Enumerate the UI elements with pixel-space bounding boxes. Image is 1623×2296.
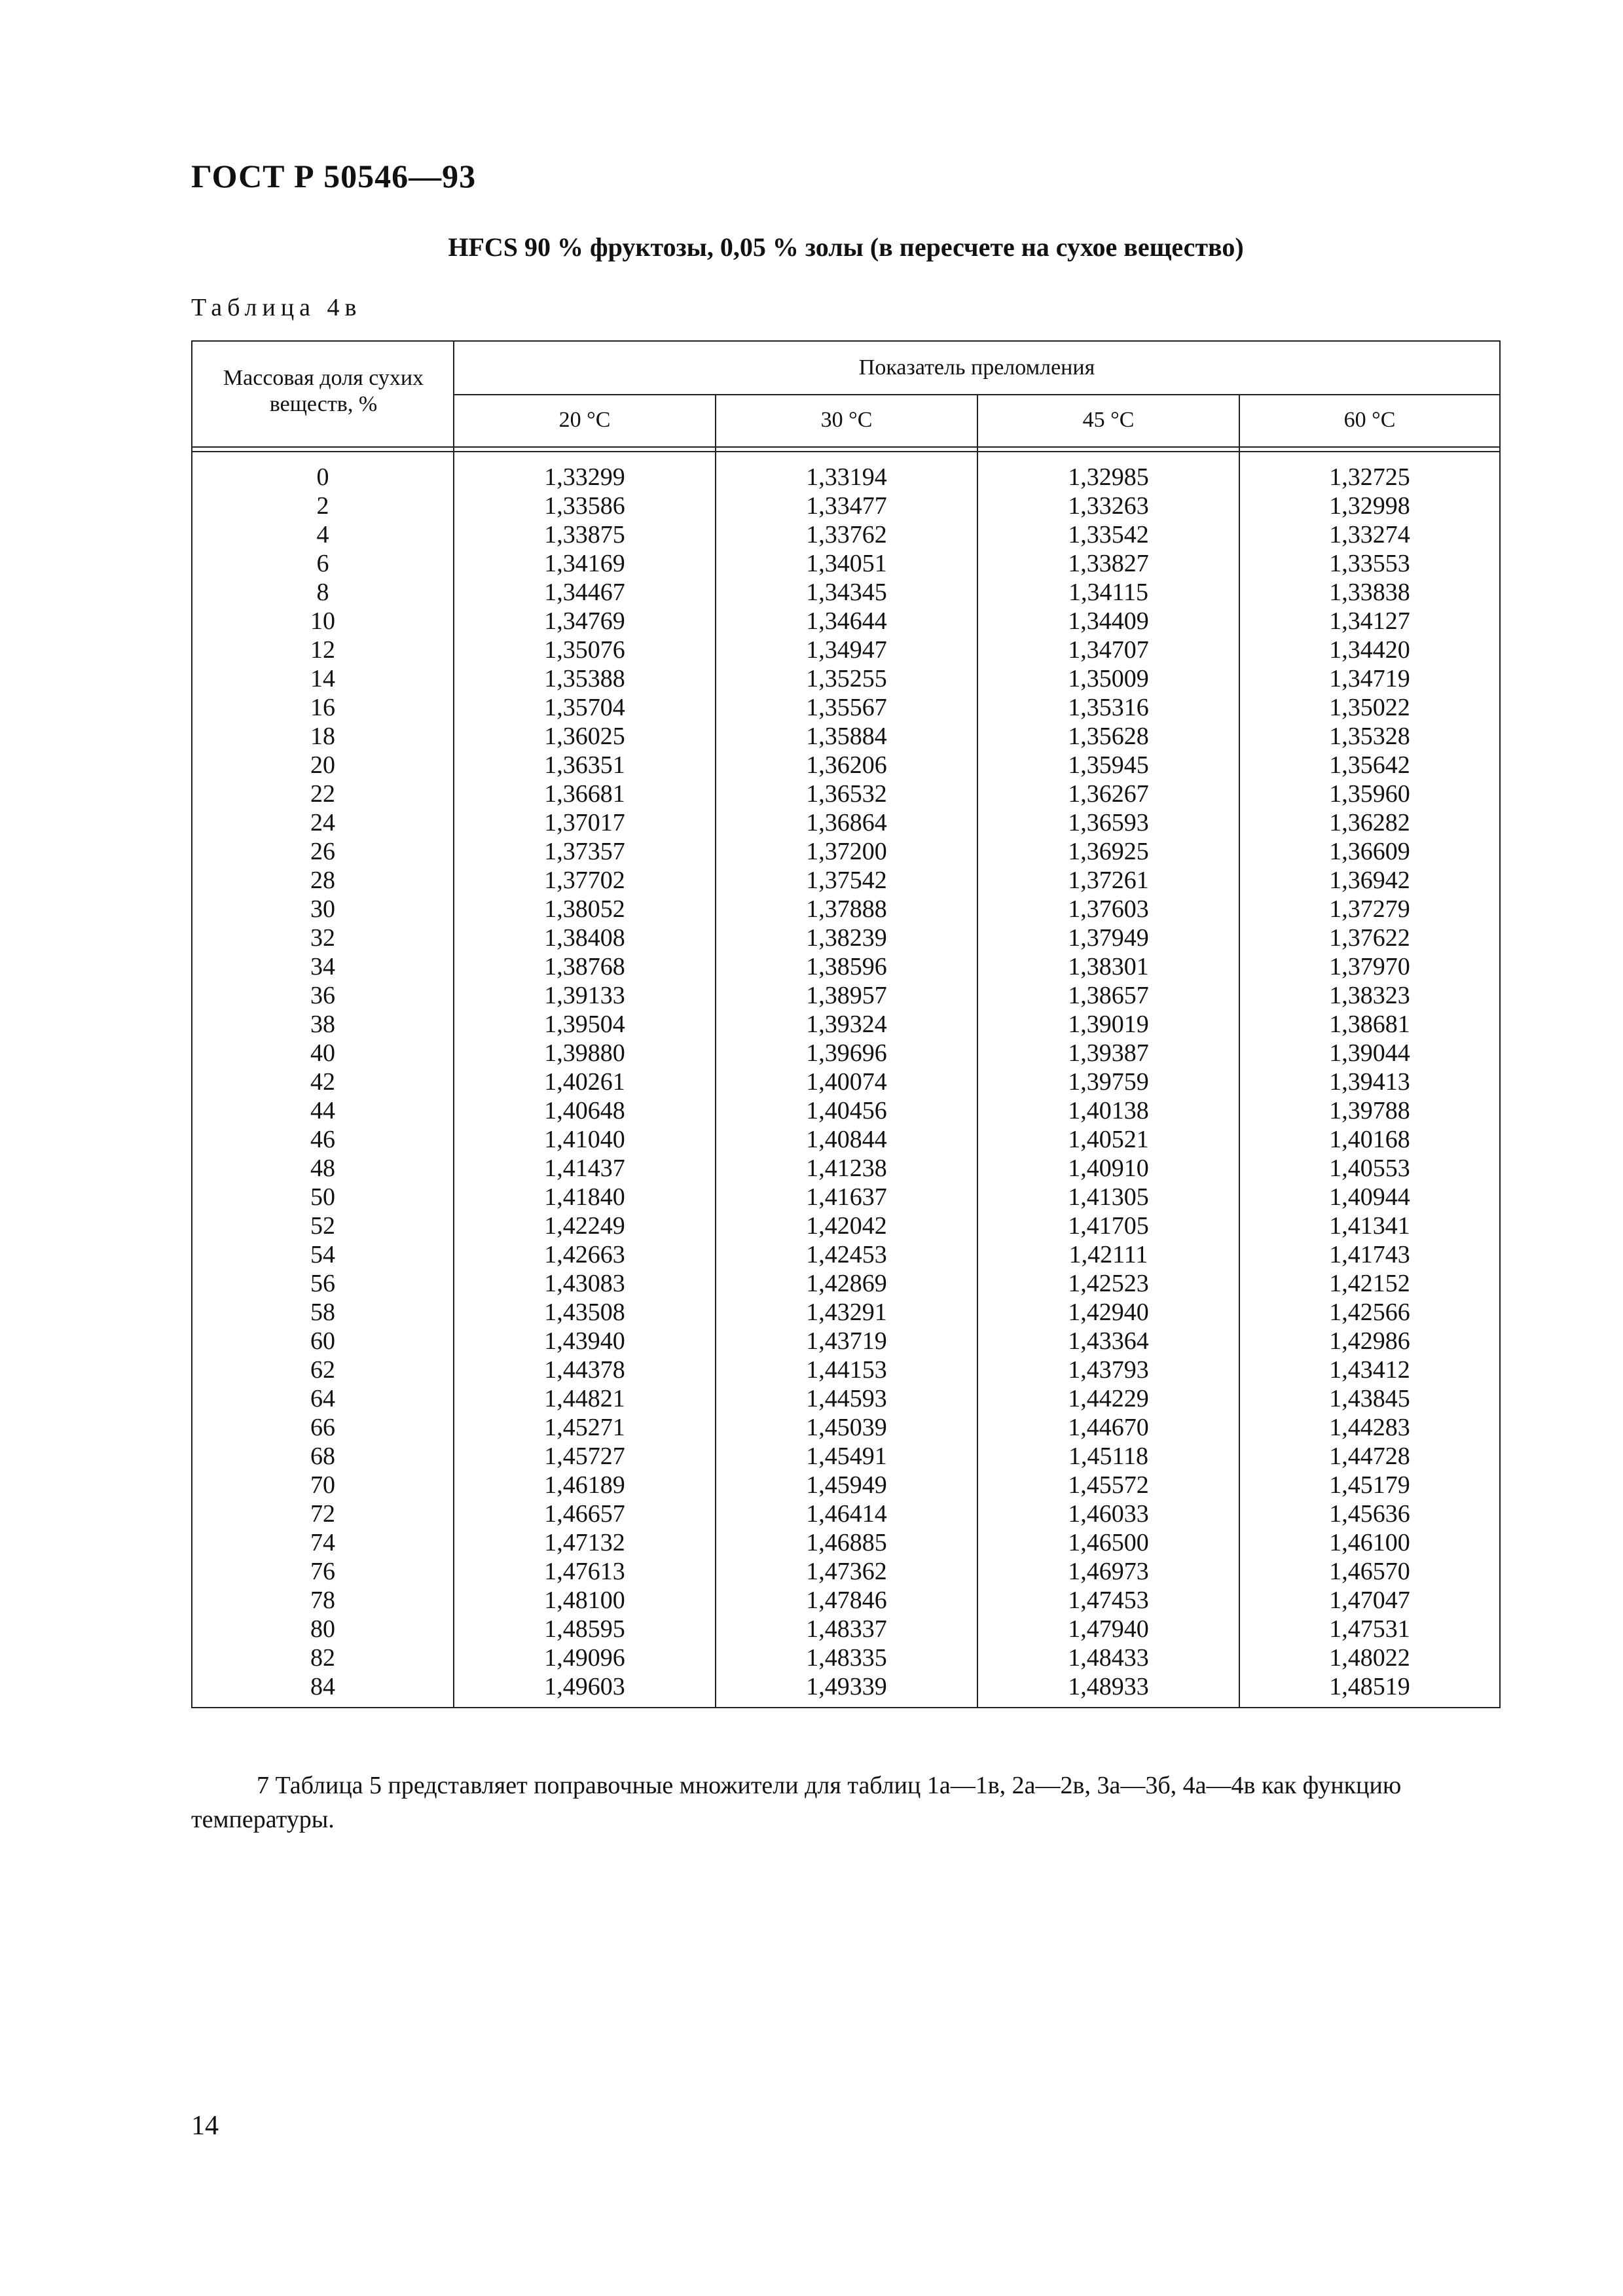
table-cell: 24 — [310, 809, 335, 836]
table-cell: 1,38408 — [544, 924, 625, 952]
table-cell: 1,35704 — [544, 694, 625, 721]
table-cell: 1,41305 — [1068, 1183, 1149, 1211]
column-45c — [978, 463, 1239, 1701]
table-cell: 1,46100 — [1329, 1529, 1410, 1556]
table-cell: 1,48022 — [1329, 1644, 1410, 1672]
table-cell: 1,33827 — [1068, 550, 1149, 577]
table-cell: 1,42453 — [806, 1241, 887, 1268]
table-cell: 1,48519 — [1329, 1673, 1410, 1700]
table-cell: 1,43291 — [806, 1299, 887, 1326]
table-cell: 1,36942 — [1329, 867, 1410, 894]
table-cell: 1,44593 — [806, 1385, 887, 1412]
table-cell: 1,46414 — [806, 1500, 887, 1528]
table-cell: 1,44378 — [544, 1356, 625, 1384]
table-cell: 1,47613 — [544, 1558, 625, 1585]
table-cell: 1,47846 — [806, 1587, 887, 1614]
table-cell: 1,36351 — [544, 751, 625, 779]
table-cell: 1,34345 — [806, 579, 887, 606]
table-cell: 1,36925 — [1068, 838, 1149, 865]
table-cell: 1,38957 — [806, 982, 887, 1009]
table-cell: 1,37261 — [1068, 867, 1149, 894]
table-cell: 1,38052 — [544, 895, 625, 923]
table-cell: 1,36532 — [806, 780, 887, 808]
table-cell: 1,35316 — [1068, 694, 1149, 721]
table-cell: 1,40168 — [1329, 1126, 1410, 1153]
table-cell: 1,42152 — [1329, 1270, 1410, 1297]
table-cell: 12 — [310, 636, 335, 664]
table-cell: 28 — [310, 867, 335, 894]
table-cell: 1,39788 — [1329, 1097, 1410, 1124]
table-cell: 1,39413 — [1329, 1068, 1410, 1096]
table-cell: 40 — [310, 1039, 335, 1067]
table-cell: 1,35255 — [806, 665, 887, 692]
table-cell: 1,35567 — [806, 694, 887, 721]
table-cell: 1,48335 — [806, 1644, 887, 1672]
table-cell: 66 — [310, 1414, 335, 1441]
table-cell: 1,33838 — [1329, 579, 1410, 606]
table-cell: 1,48337 — [806, 1615, 887, 1643]
table-cell: 64 — [310, 1385, 335, 1412]
column-header-45c: 45 °С — [1082, 408, 1135, 432]
table-cell: 1,47362 — [806, 1558, 887, 1585]
column-group-header-refractive-index: Показатель преломления — [858, 355, 1095, 380]
table-cell: 1,43412 — [1329, 1356, 1410, 1384]
table-cell: 1,40456 — [806, 1097, 887, 1124]
table-cell: 1,37702 — [544, 867, 625, 894]
table-cell: 1,42566 — [1329, 1299, 1410, 1326]
table-cell: 1,36609 — [1329, 838, 1410, 865]
table-cell: 1,47132 — [544, 1529, 625, 1556]
table-cell: 34 — [310, 953, 335, 980]
table-cell: 1,32998 — [1329, 492, 1410, 520]
table-cell: 1,44670 — [1068, 1414, 1149, 1441]
table-cell: 1,40648 — [544, 1097, 625, 1124]
table-cell: 1,34409 — [1068, 607, 1149, 635]
table-cell: 1,34127 — [1329, 607, 1410, 635]
table-cell: 6 — [316, 550, 329, 577]
table-cell: 1,44728 — [1329, 1443, 1410, 1470]
table-cell: 1,33263 — [1068, 492, 1149, 520]
column-header-mass-fraction: Массовая доля сухих веществ, % — [223, 366, 424, 416]
table-cell: 10 — [310, 607, 335, 635]
table-cell: 1,47531 — [1329, 1615, 1410, 1643]
table-cell: 20 — [310, 751, 335, 779]
table-cell: 32 — [310, 924, 335, 952]
table-subtitle: HFCS 90 % фруктозы, 0,05 % золы (в пересчете на сухое вещество) — [448, 232, 1244, 262]
table-cell: 1,42986 — [1329, 1327, 1410, 1355]
column-header-20c: 20 °С — [558, 408, 611, 432]
table-cell: 78 — [310, 1587, 335, 1614]
column-30c — [716, 463, 977, 1701]
table-cell: 82 — [310, 1644, 335, 1672]
table-cell: 1,34420 — [1329, 636, 1410, 664]
table-cell: 1,41437 — [544, 1155, 625, 1182]
table-cell: 1,43793 — [1068, 1356, 1149, 1384]
table-cell: 1,33477 — [806, 492, 887, 520]
table-cell: 1,34644 — [806, 607, 887, 635]
table-cell: 1,38596 — [806, 953, 887, 980]
table-cell: 74 — [310, 1529, 335, 1556]
table-cell: 1,40910 — [1068, 1155, 1149, 1182]
table-cell: 1,38768 — [544, 953, 625, 980]
table-cell: 1,46189 — [544, 1471, 625, 1499]
table-cell: 1,34769 — [544, 607, 625, 635]
table-cell: 1,45039 — [806, 1414, 887, 1441]
table-cell: 26 — [310, 838, 335, 865]
table-cell: 1,39133 — [544, 982, 625, 1009]
table-cell: 1,45949 — [806, 1471, 887, 1499]
table-cell: 46 — [310, 1126, 335, 1153]
table-cell: 1,41341 — [1329, 1212, 1410, 1240]
table-cell: 1,33586 — [544, 492, 625, 520]
table-cell: 1,47047 — [1329, 1587, 1410, 1614]
header-bottom-line-double — [192, 451, 1499, 452]
table-cell: 1,45271 — [544, 1414, 625, 1441]
table-cell: 1,43083 — [544, 1270, 625, 1297]
table-cell: 58 — [310, 1299, 335, 1326]
table-cell: 1,43508 — [544, 1299, 625, 1326]
table-cell: 54 — [310, 1241, 335, 1268]
table-cell: 1,41840 — [544, 1183, 625, 1211]
table-cell: 1,46570 — [1329, 1558, 1410, 1585]
table-cell: 1,36681 — [544, 780, 625, 808]
table-cell: 1,49096 — [544, 1644, 625, 1672]
table-cell: 1,41637 — [806, 1183, 887, 1211]
table-cell: 1,45727 — [544, 1443, 625, 1470]
table-cell: 1,42249 — [544, 1212, 625, 1240]
table-cell: 1,44229 — [1068, 1385, 1149, 1412]
table-cell: 1,37622 — [1329, 924, 1410, 952]
table-cell: 1,42940 — [1068, 1299, 1149, 1326]
table-cell: 1,42869 — [806, 1270, 887, 1297]
table-cell: 1,34051 — [806, 550, 887, 577]
table-cell: 1,41743 — [1329, 1241, 1410, 1268]
table-cell: 1,39044 — [1329, 1039, 1410, 1067]
table-cell: 36 — [310, 982, 335, 1009]
table-cell: 70 — [310, 1471, 335, 1499]
table-cell: 1,35076 — [544, 636, 625, 664]
table-cell: 50 — [310, 1183, 335, 1211]
table-cell: 1,46885 — [806, 1529, 887, 1556]
table-cell: 1,35960 — [1329, 780, 1410, 808]
table-cell: 1,35009 — [1068, 665, 1149, 692]
table-cell: 1,39759 — [1068, 1068, 1149, 1096]
table-cell: 1,47453 — [1068, 1587, 1149, 1614]
table-cell: 1,33299 — [544, 463, 625, 491]
table-cell: 1,36282 — [1329, 809, 1410, 836]
table-cell: 1,34467 — [544, 579, 625, 606]
footnote-paragraph: 7 Таблица 5 представляет поправочные множители для таблиц 1а—1в, 2а—2в, 3а—3б, 4а—4в как функцию температуры. — [191, 1772, 1402, 1833]
table-cell: 1,43364 — [1068, 1327, 1149, 1355]
table-cell: 1,49339 — [806, 1673, 887, 1700]
table-cell: 1,33875 — [544, 521, 625, 548]
column-mass-fraction — [192, 463, 453, 1701]
refractive-index-table — [191, 340, 1501, 1708]
table-cell: 1,37888 — [806, 895, 887, 923]
table-cell: 1,47940 — [1068, 1615, 1149, 1643]
table-cell: 1,37200 — [806, 838, 887, 865]
table-cell: 1,32985 — [1068, 463, 1149, 491]
table-cell: 1,48933 — [1068, 1673, 1149, 1700]
table-cell: 1,35884 — [806, 723, 887, 750]
table-cell: 1,35388 — [544, 665, 625, 692]
table-cell: 1,37542 — [806, 867, 887, 894]
table-cell: 1,34947 — [806, 636, 887, 664]
table-cell: 1,42042 — [806, 1212, 887, 1240]
table-cell: 1,40074 — [806, 1068, 887, 1096]
table-label: Таблица 4в — [191, 294, 362, 321]
table-cell: 62 — [310, 1356, 335, 1384]
table-cell: 1,40138 — [1068, 1097, 1149, 1124]
table-cell: 38 — [310, 1011, 335, 1038]
table-cell: 1,33194 — [806, 463, 887, 491]
table-cell: 1,38301 — [1068, 953, 1149, 980]
table-cell: 1,39387 — [1068, 1039, 1149, 1067]
table-cell: 1,36267 — [1068, 780, 1149, 808]
table-cell: 1,33542 — [1068, 521, 1149, 548]
table-cell: 1,36864 — [806, 809, 887, 836]
table-cell: 1,37603 — [1068, 895, 1149, 923]
table-cell: 1,41040 — [544, 1126, 625, 1153]
table-cell: 1,46657 — [544, 1500, 625, 1528]
table-cell: 1,37970 — [1329, 953, 1410, 980]
table-cell: 1,33274 — [1329, 521, 1410, 548]
table-cell: 1,42523 — [1068, 1270, 1149, 1297]
table-cell: 1,35022 — [1329, 694, 1410, 721]
table-cell: 30 — [310, 895, 335, 923]
table-cell: 1,36593 — [1068, 809, 1149, 836]
table-cell: 1,36025 — [544, 723, 625, 750]
table-cell: 84 — [310, 1673, 335, 1700]
table-cell: 1,38657 — [1068, 982, 1149, 1009]
table-cell: 1,35628 — [1068, 723, 1149, 750]
table-cell: 1,34707 — [1068, 636, 1149, 664]
table-cell: 80 — [310, 1615, 335, 1643]
table-cell: 1,45179 — [1329, 1471, 1410, 1499]
table-cell: 1,45491 — [806, 1443, 887, 1470]
column-20c — [454, 463, 715, 1701]
table-cell: 1,40521 — [1068, 1126, 1149, 1153]
table-cell: 1,37949 — [1068, 924, 1149, 952]
table-cell: 1,34169 — [544, 550, 625, 577]
table-cell: 1,35328 — [1329, 723, 1410, 750]
header-bottom-line — [192, 446, 1499, 448]
table-cell: 1,44821 — [544, 1385, 625, 1412]
table-cell: 1,36206 — [806, 751, 887, 779]
table-cell: 1,32725 — [1329, 463, 1410, 491]
table-cell: 1,45118 — [1068, 1443, 1149, 1470]
table-cell: 1,46033 — [1068, 1500, 1149, 1528]
table-cell: 1,37279 — [1329, 895, 1410, 923]
table-cell: 76 — [310, 1558, 335, 1585]
table-cell: 1,37017 — [544, 809, 625, 836]
table-cell: 1,46973 — [1068, 1558, 1149, 1585]
table-cell: 1,43719 — [806, 1327, 887, 1355]
table-cell: 1,38323 — [1329, 982, 1410, 1009]
table-cell: 44 — [310, 1097, 335, 1124]
table-cell: 1,49603 — [544, 1673, 625, 1700]
page-number: 14 — [191, 2111, 219, 2141]
table-cell: 18 — [310, 723, 335, 750]
table-cell: 42 — [310, 1068, 335, 1096]
table-cell: 1,43845 — [1329, 1385, 1410, 1412]
table-cell: 1,43940 — [544, 1327, 625, 1355]
table-cell: 52 — [310, 1212, 335, 1240]
table-cell: 8 — [316, 579, 329, 606]
table-cell: 1,37357 — [544, 838, 625, 865]
table-cell: 1,39880 — [544, 1039, 625, 1067]
table-cell: 2 — [316, 492, 329, 520]
table-cell: 1,34719 — [1329, 665, 1410, 692]
table-cell: 1,39504 — [544, 1011, 625, 1038]
table-cell: 1,41705 — [1068, 1212, 1149, 1240]
table-cell: 1,46500 — [1068, 1529, 1149, 1556]
table-cell: 1,44153 — [806, 1356, 887, 1384]
table-cell: 1,34115 — [1068, 579, 1149, 606]
table-cell: 48 — [310, 1155, 335, 1182]
table-cell: 1,39019 — [1068, 1011, 1149, 1038]
table-cell: 60 — [310, 1327, 335, 1355]
table-cell: 1,48595 — [544, 1615, 625, 1643]
table-cell: 1,48100 — [544, 1587, 625, 1614]
table-cell: 68 — [310, 1443, 335, 1470]
table-cell: 22 — [310, 780, 335, 808]
table-cell: 1,38681 — [1329, 1011, 1410, 1038]
table-cell: 1,42663 — [544, 1241, 625, 1268]
table-cell: 1,40553 — [1329, 1155, 1410, 1182]
table-cell: 16 — [310, 694, 335, 721]
table-cell: 1,44283 — [1329, 1414, 1410, 1441]
table-cell: 1,45572 — [1068, 1471, 1149, 1499]
column-header-30c: 30 °С — [820, 408, 873, 432]
table-cell: 72 — [310, 1500, 335, 1528]
header-divider — [453, 394, 1499, 395]
table-cell: 1,39696 — [806, 1039, 887, 1067]
table-cell: 1,33553 — [1329, 550, 1410, 577]
table-cell: 1,48433 — [1068, 1644, 1149, 1672]
table-cell: 56 — [310, 1270, 335, 1297]
table-cell: 1,35945 — [1068, 751, 1149, 779]
table-cell: 1,41238 — [806, 1155, 887, 1182]
table-cell: 1,42111 — [1068, 1241, 1148, 1268]
table-cell: 1,35642 — [1329, 751, 1410, 779]
table-cell: 4 — [316, 521, 329, 548]
table-cell: 1,40261 — [544, 1068, 625, 1096]
table-cell: 1,33762 — [806, 521, 887, 548]
column-header-60c: 60 °С — [1343, 408, 1396, 432]
column-60c — [1240, 463, 1499, 1701]
document-code: ГОСТ Р 50546—93 — [191, 158, 477, 194]
table-cell: 1,39324 — [806, 1011, 887, 1038]
table-cell: 1,40844 — [806, 1126, 887, 1153]
table-cell: 0 — [316, 463, 329, 491]
table-cell: 14 — [310, 665, 335, 692]
table-cell: 1,38239 — [806, 924, 887, 952]
table-cell: 1,45636 — [1329, 1500, 1410, 1528]
table-cell: 1,40944 — [1329, 1183, 1410, 1211]
